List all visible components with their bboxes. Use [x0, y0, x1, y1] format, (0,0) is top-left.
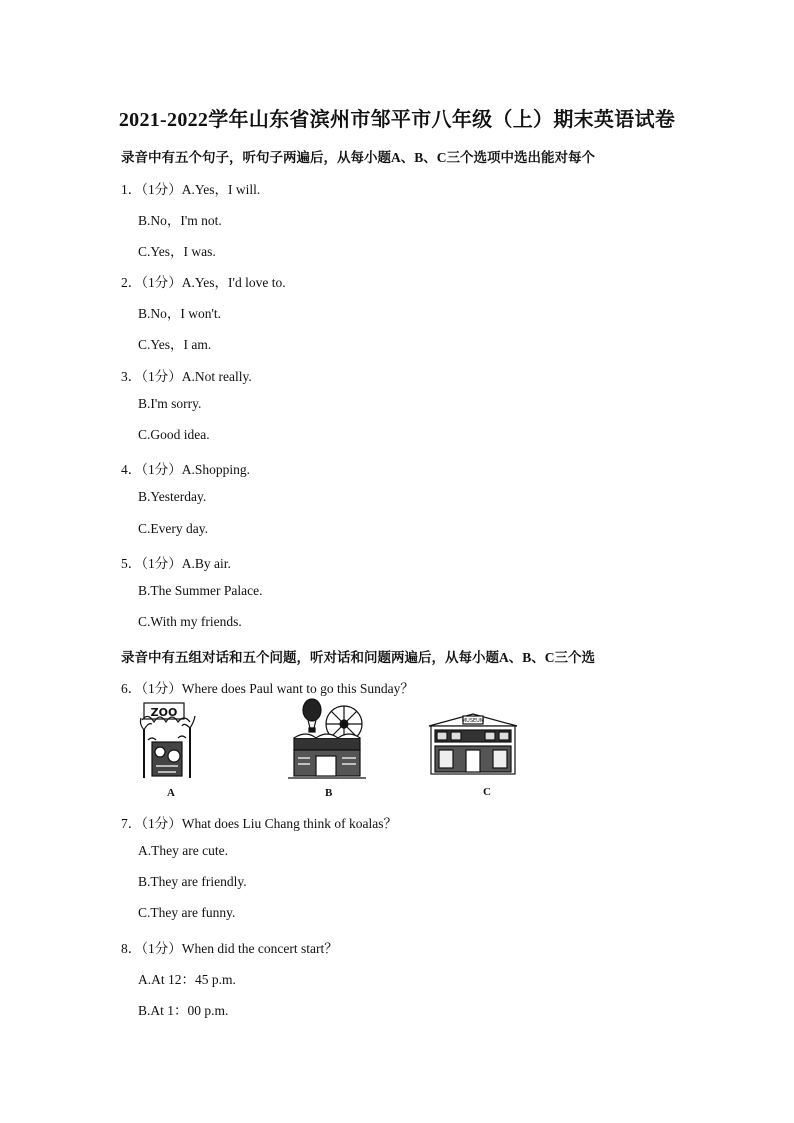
- section-instruction-2: 录音中有五组对话和五个问题，听对话和问题两遍后，从每小题A、B、C三个选: [121, 650, 596, 665]
- question-6: 6．（1分）Where does Paul want to go this Sunday？: [121, 681, 414, 696]
- question-4-option-c: C.Every day.: [138, 521, 208, 536]
- question-1-option-b: B.No，I'm not.: [138, 213, 222, 228]
- question-7: 7．（1分）What does Liu Chang think of koalas？: [121, 816, 397, 831]
- question-2: 2．（1分）A.Yes，I'd love to.: [121, 275, 286, 290]
- question-4: 4．（1分）A.Shopping.: [121, 462, 251, 477]
- museum-sign-text: MUSEUM: [461, 718, 485, 724]
- question-8-option-b: B.At 1：00 p.m.: [138, 1003, 229, 1018]
- museum-picture: [427, 712, 519, 776]
- question-3-option-c: C.Good idea.: [138, 427, 210, 442]
- section-instruction-1: 录音中有五个句子，听句子两遍后，从每小题A、B、C三个选项中选出能对每个: [121, 150, 596, 165]
- picture-b-label: B: [325, 787, 333, 799]
- zoo-picture: [138, 700, 196, 780]
- picture-c-label: C: [483, 786, 491, 798]
- zoo-sign-text: ZOO: [150, 706, 178, 719]
- question-3-option-b: B.I'm sorry.: [138, 396, 202, 411]
- question-7-option-c: C.They are funny.: [138, 905, 236, 920]
- question-2-option-b: B.No，I won't.: [138, 306, 222, 321]
- question-1: 1．（1分）A.Yes，I will.: [121, 182, 261, 197]
- picture-a-label: A: [167, 787, 175, 799]
- question-5-option-b: B.The Summer Palace.: [138, 583, 263, 598]
- question-7-option-a: A.They are cute.: [138, 843, 228, 858]
- question-5-option-c: C.With my friends.: [138, 614, 242, 629]
- question-2-option-c: C.Yes，I am.: [138, 337, 212, 352]
- question-1-option-c: C.Yes，I was.: [138, 244, 216, 259]
- amusement-park-picture: [286, 698, 368, 780]
- question-8-option-a: A.At 12：45 p.m.: [138, 972, 236, 987]
- question-4-option-b: B.Yesterday.: [138, 489, 207, 504]
- question-7-option-b: B.They are friendly.: [138, 874, 247, 889]
- question-8: 8．（1分）When did the concert start？: [121, 941, 338, 956]
- question-3: 3．（1分）A.Not really.: [121, 369, 252, 384]
- question-5: 5．（1分）A.By air.: [121, 556, 231, 571]
- page-title: 2021-2022学年山东省滨州市邹平市八年级（上）期末英语试卷: [118, 109, 676, 131]
